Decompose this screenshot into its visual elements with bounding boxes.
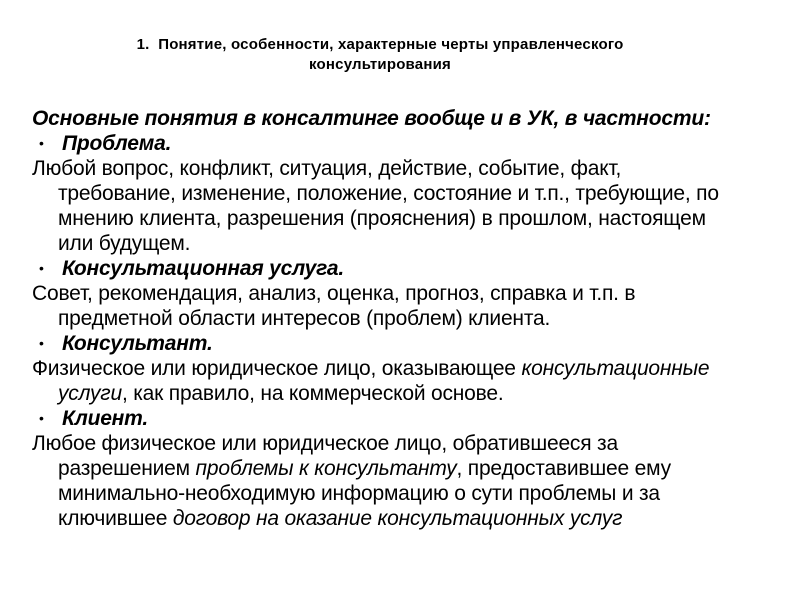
text-line	[32, 231, 777, 256]
text-line	[32, 181, 777, 206]
text-segment: Консультант.	[62, 332, 213, 355]
text-segment: Любое физическое или юридическое лицо, обратившееся за	[32, 432, 618, 455]
text-line	[32, 431, 777, 456]
text-segment: Клиент.	[62, 407, 148, 430]
bullet-marker: •	[39, 260, 44, 276]
text-line	[32, 156, 777, 181]
text-line	[32, 281, 777, 306]
text-segment: Любой вопрос, конфликт, ситуация, действие, событие, факт,	[32, 157, 622, 180]
text-segment: или будущем.	[58, 232, 191, 255]
text-segment: консультационные	[521, 357, 710, 380]
text-segment: предметной области интересов (проблем) клиента.	[58, 307, 551, 330]
slide-title-line-1: 1. Понятие, особенности, характерные черты управленческого	[136, 36, 624, 53]
text-segment: Консультационная услуга.	[62, 257, 345, 280]
text-segment: , как правило, на коммерческой основе.	[121, 382, 504, 405]
text-line	[32, 306, 777, 331]
bullet-marker: •	[39, 335, 44, 351]
text-line	[32, 506, 777, 531]
text-segment: Основные понятия в консалтинге вообще и в УК, в частности:	[32, 107, 711, 130]
text-line	[32, 456, 777, 481]
bullet-line	[32, 331, 777, 356]
text-segment: проблемы к консультанту	[195, 457, 457, 480]
text-line	[32, 381, 777, 406]
slide-body	[32, 106, 777, 531]
bullet-line	[32, 131, 777, 156]
text-segment: мнению клиента, разрешения (прояснения) в прошлом, настоящем	[58, 207, 706, 230]
slide-title-line-2: консультирования	[309, 56, 451, 73]
text-segment: требование, изменение, положение, состояние и т.п., требующие, по	[58, 182, 719, 205]
text-segment: Физическое или юридическое лицо, оказывающее	[32, 357, 522, 380]
text-segment: , предоставившее ему	[456, 457, 671, 480]
text-segment: Проблема.	[62, 132, 172, 155]
text-segment: разрешением	[58, 457, 196, 480]
text-line	[32, 206, 777, 231]
bullet-line	[32, 256, 777, 281]
text-segment: услуги	[58, 382, 122, 405]
bullet-marker: •	[39, 135, 44, 151]
text-segment: минимально-необходимую информацию о сути проблемы и за	[58, 482, 660, 505]
text-line	[32, 481, 777, 506]
text-line	[32, 106, 777, 131]
text-line	[32, 356, 777, 381]
text-segment: ключившее	[58, 507, 173, 530]
bullet-line	[32, 406, 777, 431]
bullet-marker: •	[39, 410, 44, 426]
slide-title	[0, 35, 760, 75]
text-segment: Совет, рекомендация, анализ, оценка, прогноз, справка и т.п. в	[32, 282, 636, 305]
text-segment: договор на оказание консультационных услуг	[172, 507, 623, 530]
